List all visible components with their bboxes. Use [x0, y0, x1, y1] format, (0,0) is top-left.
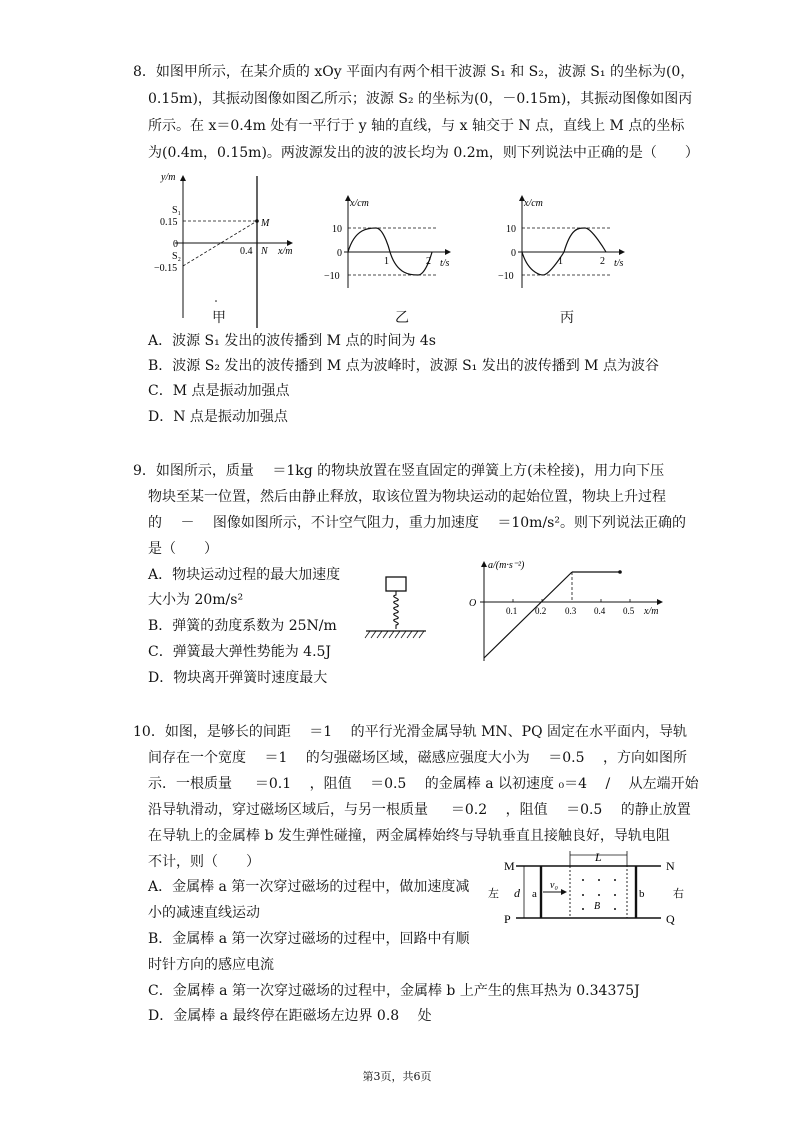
- q9-option-a: A．物块运动过程的最大加速度: [148, 567, 341, 583]
- q8-option-a: A．波源 S₁ 发出的波传播到 M 点的时间为 4s: [148, 333, 436, 349]
- rail-field: B: [594, 901, 601, 912]
- q10-option-a: A．金属棒 a 第一次穿过磁场的过程中，做加速度减: [148, 879, 470, 895]
- q10-option-d: D．金属棒 a 最终停在距磁场左边界 0.8 处: [148, 1008, 432, 1024]
- q9-option-c: C．弹簧最大弹性势能为 4.5J: [148, 644, 332, 660]
- q10-line-1: 10．如图，是够长的间距 ＝1 的平行光滑金属导轨 MN、PQ 固定在水平面内，导轨: [133, 724, 688, 740]
- figure-yi: [318, 190, 458, 294]
- bing-t1: 1: [558, 256, 563, 267]
- rail-a: a: [532, 888, 537, 900]
- graph-tick-5: 0.5: [623, 606, 635, 616]
- yi-y-pos: 10: [332, 224, 342, 235]
- yi-y-label: x/cm: [350, 198, 369, 209]
- jia-x-label: x/m: [278, 246, 293, 257]
- graph-tick-1: 0.1: [506, 606, 518, 616]
- page-footer: 第3页，共6页: [362, 1070, 432, 1083]
- q10-line-5: 在导轨上的金属棒 b 发生弹性碰撞，两金属棒始终与导轨垂直且接触良好，导轨电阻: [148, 828, 670, 844]
- jia-y-label: y/m: [161, 172, 176, 183]
- jia-n: N: [261, 246, 268, 257]
- q9-line-3: 的 － 图像如图所示，不计空气阻力，重力加速度 ＝10m/s²。则下列说法正确的: [148, 515, 686, 531]
- caption-jia: 甲: [212, 310, 226, 326]
- q8-line-1: 8．如图甲所示，在某介质的 xOy 平面内有两个相干波源 S₁ 和 S₂，波源 S₁ 的坐标为(0，: [133, 64, 695, 80]
- q10-line-4: 沿导轨滑动，穿过磁场区域后，与另一根质量 ＝0.2 ，阻值 ＝0.5 的静止放置: [148, 802, 691, 818]
- jia-s2: S₂: [172, 251, 182, 262]
- q9-option-b: B．弹簧的劲度系数为 25N/m: [148, 618, 337, 634]
- rail-n: N: [666, 859, 675, 873]
- rail-right: 右: [673, 888, 684, 900]
- graph-tick-2: 0.2: [535, 606, 547, 616]
- q8-line-2: 0.15m)，其振动图像如图乙所示；波源 S₂ 的坐标为(0，－0.15m)，其振动图像如图丙: [148, 91, 693, 107]
- yi-y-neg: −10: [324, 271, 340, 282]
- graph-x-label: x/m: [644, 606, 659, 617]
- rail-p: P: [504, 912, 511, 926]
- q8-line-3: 所示。在 x＝0.4m 处有一平行于 y 轴的直线，与 x 轴交于 N 点，直线上 M 点的坐标: [148, 118, 685, 134]
- graph-y-label: a/(m·s⁻²): [488, 560, 525, 571]
- q8-option-c: C．M 点是振动加强点: [148, 383, 290, 399]
- q10-option-a-cont: 小的减速直线运动: [148, 905, 260, 921]
- yi-origin: 0: [337, 248, 342, 259]
- yi-t-label: t/s: [440, 258, 450, 269]
- rail-q: Q: [666, 912, 675, 926]
- rail-m: M: [504, 859, 515, 873]
- bing-t2: 2: [600, 256, 605, 267]
- bing-y-label: x/cm: [524, 198, 543, 209]
- spring-figure: [360, 575, 440, 651]
- jia-s1: S₁: [172, 205, 182, 216]
- rail-left: 左: [488, 888, 499, 900]
- q10-option-b: B．金属棒 a 第一次穿过磁场的过程中，回路中有顺: [148, 931, 470, 947]
- rail-v0: v₀: [550, 880, 558, 891]
- rail-l: L: [595, 850, 602, 864]
- acceleration-graph: [462, 558, 667, 667]
- jia-y-neg: −0.15: [154, 263, 178, 274]
- yi-t1: 1: [384, 256, 389, 267]
- graph-origin: O: [469, 598, 477, 609]
- rail-b: b: [639, 888, 645, 900]
- q8-line-4: 为(0.4m，0.15m)。两波源发出的波的波长均为 0.2m，则下列说法中正确的是（ ）: [148, 145, 699, 161]
- q10-option-b-cont: 时针方向的感应电流: [148, 957, 274, 973]
- jia-origin: 0: [173, 239, 178, 250]
- q9-line-2: 物块至某一位置，然后由静止释放，取该位置为物块运动的起始位置，物块上升过程: [148, 489, 666, 505]
- q10-option-c: C．金属棒 a 第一次穿过磁场的过程中，金属棒 b 上产生的焦耳热为 0.34375J: [148, 983, 640, 999]
- jia-m: M: [261, 218, 270, 229]
- caption-bing: 丙: [560, 310, 574, 326]
- q9-line-4: 是（ ）: [148, 541, 218, 557]
- graph-tick-4: 0.4: [594, 606, 606, 616]
- bing-origin: 0: [511, 248, 516, 259]
- q8-option-d: D．N 点是振动加强点: [148, 409, 288, 425]
- q8-option-b: B．波源 S₂ 发出的波传播到 M 点为波峰时，波源 S₁ 发出的波传播到 M 点为波谷: [148, 358, 659, 374]
- q9-option-a-cont: 大小为 20m/s²: [148, 592, 244, 608]
- figure-bing: [492, 190, 632, 294]
- caption-yi: 乙: [395, 310, 409, 326]
- bing-y-neg: −10: [498, 271, 514, 282]
- jia-x-val: 0.4: [240, 246, 253, 257]
- rail-d: d: [514, 886, 520, 900]
- yi-t2: 2: [426, 256, 431, 267]
- bing-t-label: t/s: [614, 258, 624, 269]
- q10-line-6: 不计，则（ ）: [148, 854, 260, 870]
- bing-y-pos: 10: [506, 224, 516, 235]
- jia-y-pos: 0.15: [160, 217, 178, 228]
- graph-tick-3: 0.3: [565, 606, 577, 616]
- q10-line-3: 示．一根质量 ＝0.1 ，阻值 ＝0.5 的金属棒 a 以初速度 ₀＝4 / 从左端开始: [148, 776, 699, 792]
- q10-line-2: 间存在一个宽度 ＝1 的匀强磁场区域，磁感应强度大小为 ＝0.5 ，方向如图所: [148, 750, 687, 766]
- rail-figure: [486, 845, 686, 934]
- q9-line-1: 9．如图所示，质量 ＝1kg 的物块放置在竖直固定的弹簧上方(未栓接)，用力向下压: [133, 463, 665, 479]
- q9-option-d: D．物块离开弹簧时速度最大: [148, 670, 328, 686]
